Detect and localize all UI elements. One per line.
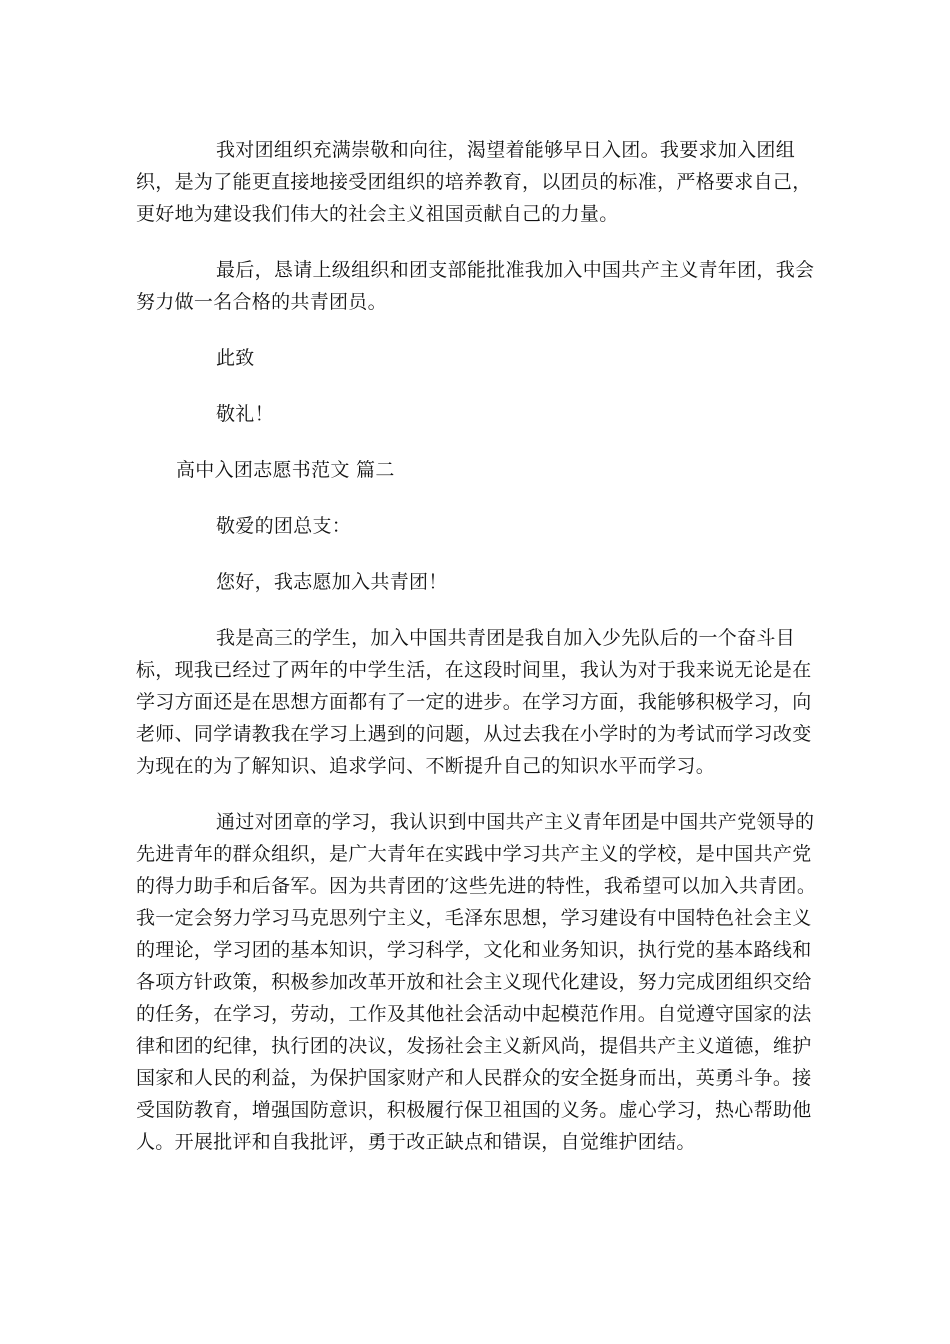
section-heading: 高中入团志愿书范文 篇二 (176, 459, 395, 481)
closing-cizhi: 此致 (216, 347, 255, 369)
letter-body-paragraph: 通过对团章的学习，我认识到中国共产主义青年团是中国共产党领导的先进青年的群众组织，是广大青年在实践中学习共产主义的学校，是中国共产党的得力助手和后备军。因为共青团的′这些先进的特性，我希望可以加入共青团。我一定会努力学习马克思列宁主义，毛泽东思想，学习建设有中国特色社会主义的理论，学习团的基本知识，学习科学，文化和业务知识，执行党的基本路线和各项方针政策，积极参加改革开放和社会主义现代化建设，努力完成团组织交给的任务，在学习，劳动，工作及其他社会活动中起模范作用。自觉遵守国家的法律和团的纪律，执行团的决议，发扬社会主义新风尚，提倡共产主义道德，维护国家和人民的利益，为保护国家财产和人民群众的安全挺身而出，英勇斗争。接受国防教育，增强国防意识，积极履行保卫祖国的义务。虚心学习，热心帮助他人。开展批评和自我批评，勇于改正缺点和错误，自觉维护团结。 (136, 811, 817, 1153)
paragraph-request: 最后，恳请上级组织和团支部能批准我加入中国共产主义青年团，我会努力做一名合格的共青团员。 (136, 259, 815, 313)
letter-greeting: 您好，我志愿加入共青团！ (216, 571, 448, 593)
letter-salutation: 敬爱的团总支： (216, 515, 352, 537)
letter-body-paragraph: 我是高三的学生，加入中国共青团是我自加入少先队后的一个奋斗目标，现我已经过了两年的中学生活，在这段时间里，我认为对于我来说无论是在学习方面还是在思想方面都有了一定的进步。在学习方面，我能够积极学习，向老师、同学请教我在学习上遇到的问题，从过去我在小学时的为考试而学习改变为现在的为了解知识、追求学问、不断提升自己的知识水平而学习。 (136, 627, 812, 777)
paragraph-aspiration: 我对团组织充满崇敬和向往，渴望着能够早日入团。我要求加入团组织，是为了能更直接地接受团组织的培养教育，以团员的标准，严格要求自己，更好地为建设我们伟大的社会主义祖国贡献自己的力量。 (136, 139, 812, 225)
closing-jingli: 敬礼！ (216, 403, 274, 425)
